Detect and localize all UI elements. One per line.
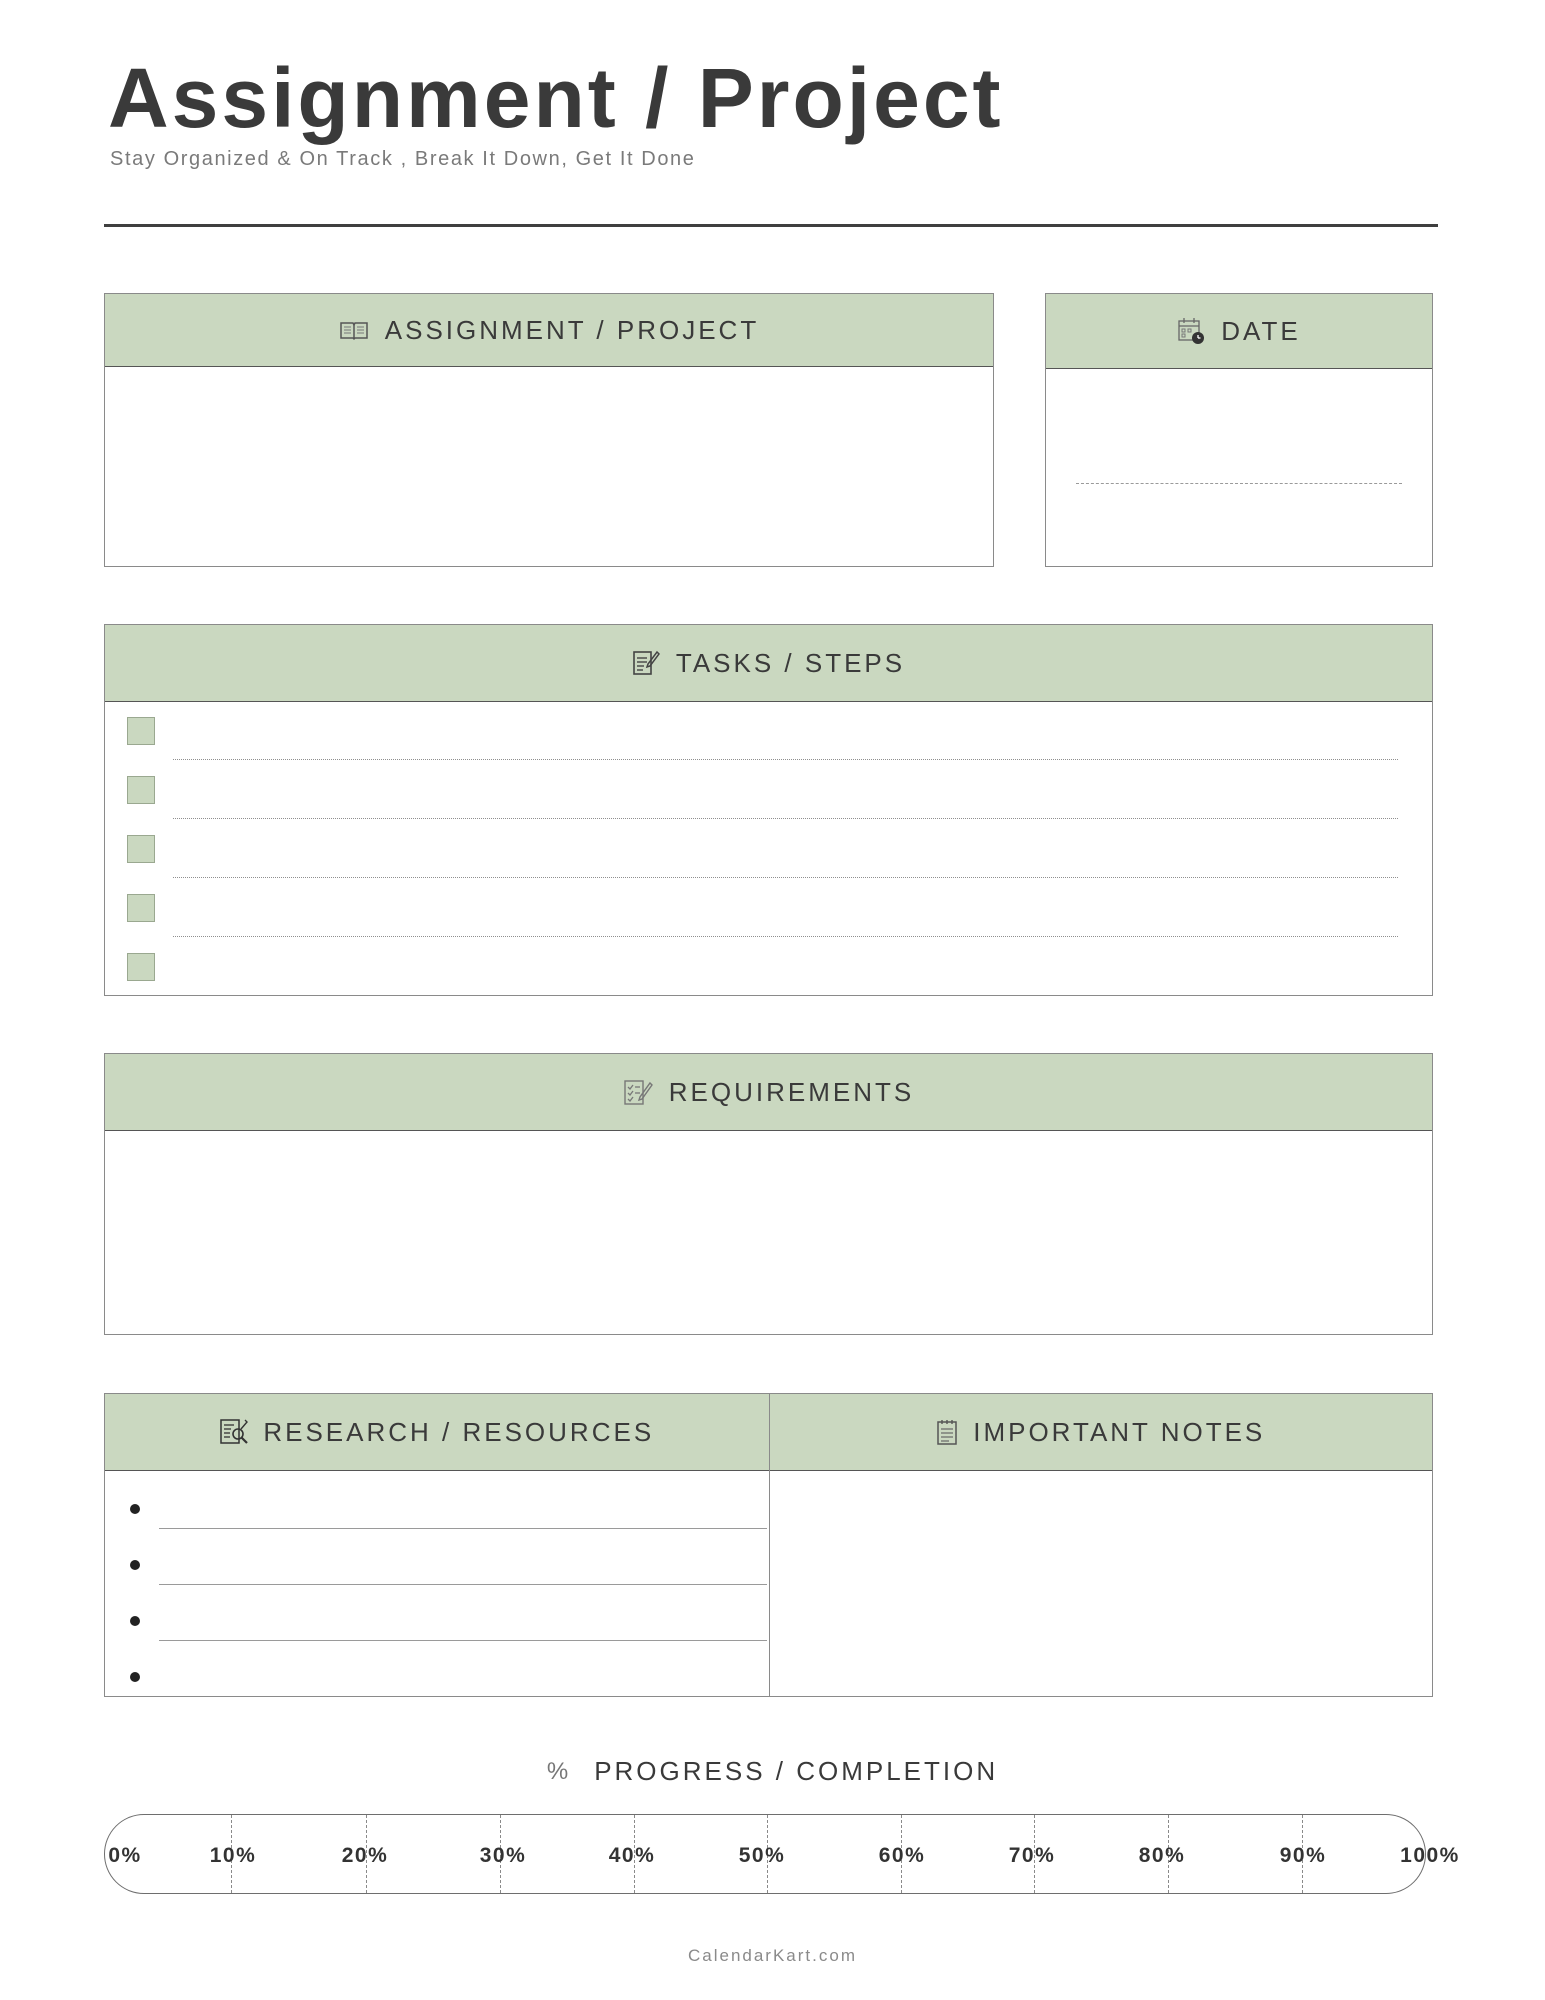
research-bullet-4 [130, 1672, 140, 1682]
task-line-4[interactable] [173, 936, 1398, 937]
progress-label-30: 30% [479, 1844, 527, 1867]
progress-label-80: 80% [1138, 1844, 1186, 1867]
page-subtitle: Stay Organized & On Track , Break It Down, Get It Done [110, 148, 696, 170]
requirements-input-area[interactable] [105, 1131, 1432, 1334]
progress-label-60: 60% [878, 1844, 926, 1867]
research-label: RESEARCH / RESOURCES [263, 1416, 655, 1447]
task-line-1[interactable] [173, 759, 1398, 760]
page-title: Assignment / Project [108, 51, 1004, 145]
progress-label-70: 70% [1008, 1844, 1056, 1867]
research-notes-divider [769, 1394, 770, 1696]
task-line-3[interactable] [173, 877, 1398, 878]
research-notes-section [104, 1393, 1433, 1697]
research-bullet-1 [130, 1504, 140, 1514]
research-bullet-3 [130, 1616, 140, 1626]
notes-input-area[interactable] [771, 1471, 1432, 1696]
task-checkbox-2[interactable] [127, 776, 155, 804]
progress-label-10: 10% [209, 1844, 257, 1867]
task-checkbox-3[interactable] [127, 835, 155, 863]
research-header [105, 1417, 769, 1448]
notepad-icon [935, 1418, 959, 1446]
research-line-1[interactable] [159, 1528, 767, 1529]
tasks-section [104, 624, 1433, 996]
footer-site: CalendarKart.com [687, 1946, 857, 1965]
research-bullet-2 [130, 1560, 140, 1570]
progress-label-90: 90% [1279, 1844, 1327, 1867]
task-line-2[interactable] [173, 818, 1398, 819]
notepad-pen-icon [632, 649, 660, 677]
calendar-clock-icon [1177, 317, 1205, 345]
progress-label-20: 20% [341, 1844, 389, 1867]
progress-label: PROGRESS / COMPLETION [594, 1756, 999, 1786]
notes-label: IMPORTANT NOTES [973, 1416, 1266, 1447]
research-line-2[interactable] [159, 1584, 767, 1585]
date-section [1045, 293, 1433, 567]
checklist-pen-icon [623, 1077, 653, 1107]
requirements-section [104, 1053, 1433, 1335]
header-divider [104, 224, 1438, 227]
date-line [1076, 483, 1402, 484]
progress-label-50: 50% [738, 1844, 786, 1867]
open-book-icon [339, 319, 369, 341]
progress-label-0: 0% [108, 1844, 142, 1867]
task-checkbox-5[interactable] [127, 953, 155, 981]
assignment-label: ASSIGNMENT / PROJECT [384, 314, 760, 345]
requirements-label: REQUIREMENTS [668, 1076, 915, 1107]
assignment-input-area[interactable] [105, 367, 993, 566]
progress-label-40: 40% [608, 1844, 656, 1867]
assignment-header [105, 294, 993, 367]
progress-title [0, 1756, 1545, 1787]
date-input-field[interactable] [1066, 414, 1412, 474]
notes-header [769, 1417, 1433, 1448]
requirements-header [105, 1054, 1432, 1131]
tasks-header [105, 625, 1432, 702]
task-checkbox-1[interactable] [127, 717, 155, 745]
research-line-3[interactable] [159, 1640, 767, 1641]
percent-icon: % [546, 1757, 569, 1785]
date-label: DATE [1221, 315, 1301, 346]
assignment-section [104, 293, 994, 567]
tasks-label: TASKS / STEPS [675, 647, 906, 678]
document-magnifier-icon [219, 1417, 249, 1447]
date-header [1046, 294, 1432, 369]
task-checkbox-4[interactable] [127, 894, 155, 922]
progress-label-100: 100% [1400, 1844, 1460, 1867]
